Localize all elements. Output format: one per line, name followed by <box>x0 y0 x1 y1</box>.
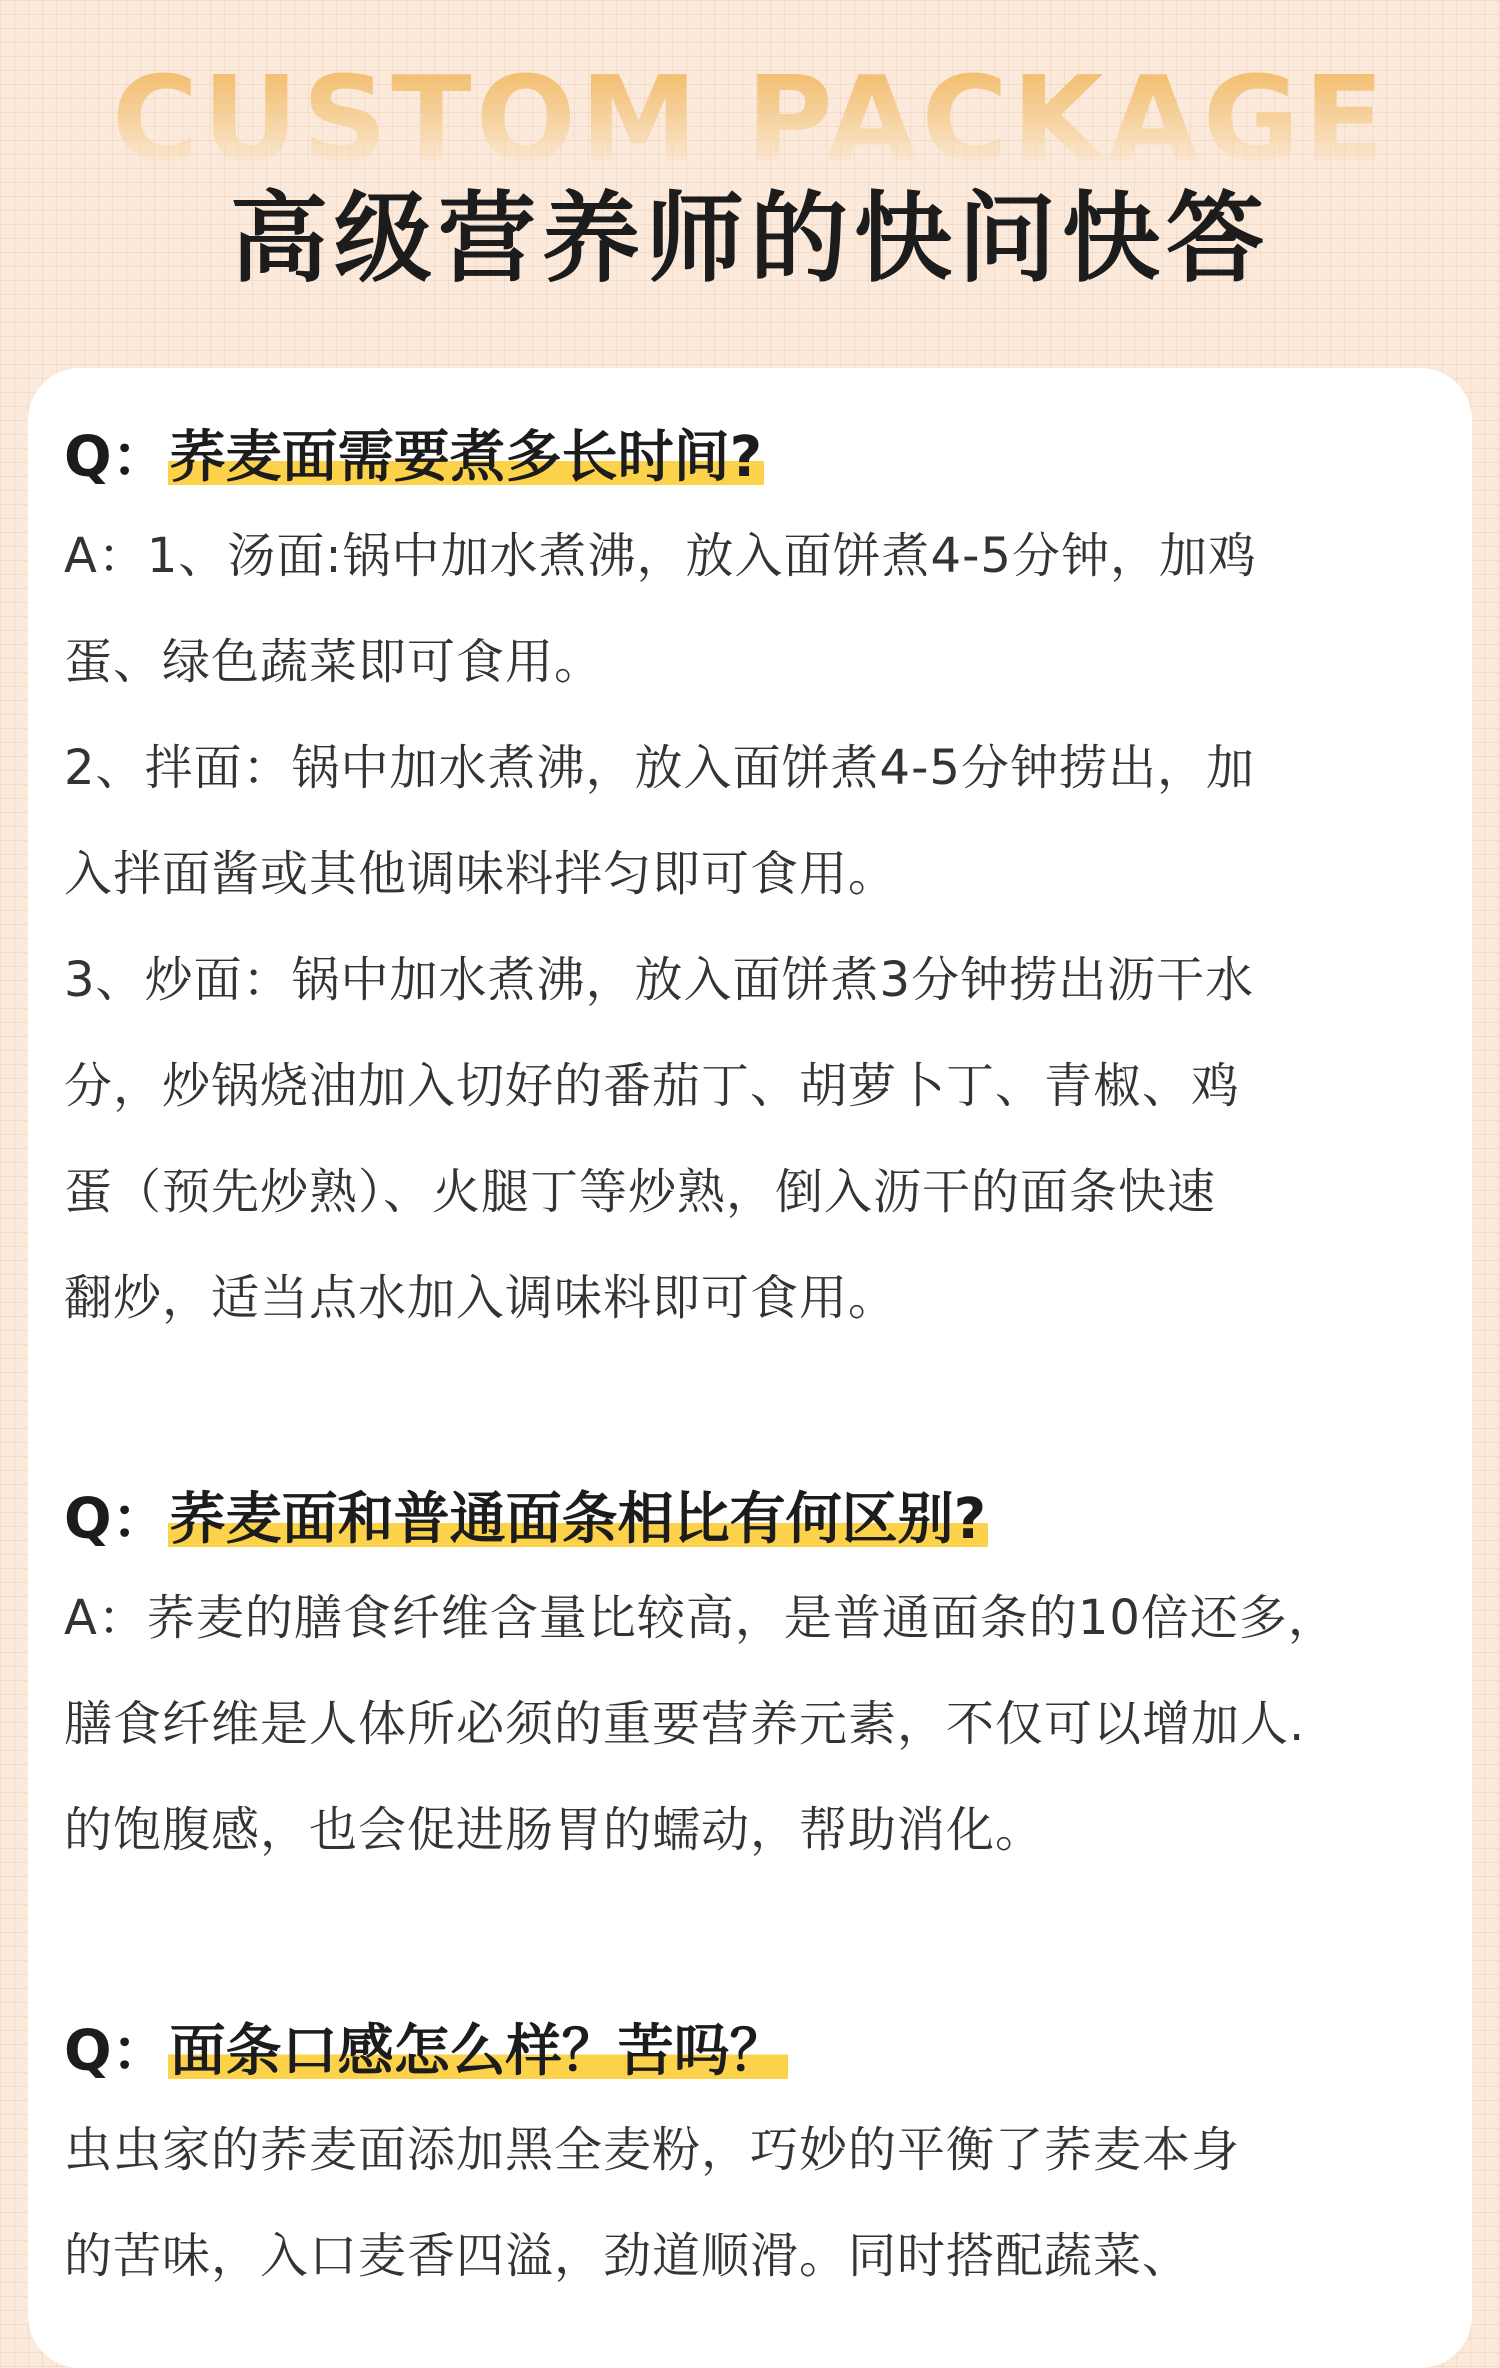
answer-line: 虫虫家的荞麦面添加黑全麦粉，巧妙的平衡了荞麦本身 <box>64 2122 1241 2179</box>
qa-item <box>64 424 1464 1351</box>
answer-line: A：1、汤面:锅中加水煮沸，放入面饼煮4-5分钟，加鸡 <box>64 528 1257 585</box>
answer-line: 2、拌面：锅中加水煮沸，放入面饼煮4-5分钟捞出，加 <box>64 740 1255 797</box>
question-text: 荞麦面需要煮多长时间? <box>169 425 763 490</box>
answer-line: 翻炒，适当点水加入调味料即可食用。 <box>64 1270 898 1327</box>
answer-line: 入拌面酱或其他调味料拌匀即可食用。 <box>64 846 898 903</box>
question-prefix: Q： <box>64 2019 168 2084</box>
answer-line: 3、炒面：锅中加水煮沸，放入面饼煮3分钟捞出沥干水 <box>64 952 1255 1009</box>
question <box>64 2018 1464 2085</box>
page-title: 高级营养师的快问快答 <box>229 182 1270 296</box>
question-text: 荞麦面和普通面条相比有何区别? <box>169 1487 987 1552</box>
qa-item <box>64 2018 1464 2309</box>
answer-line: 膳食纤维是人体所必须的重要营养元素，不仅可以增加人. <box>64 1696 1306 1753</box>
question-text: 面条口感怎么样？苦吗？ <box>169 2019 786 2084</box>
answer-line: 分，炒锅烧油加入切好的番茄丁、胡萝卜丁、青椒、鸡 <box>64 1058 1241 1115</box>
answer <box>64 2097 1464 2309</box>
qa-item <box>64 1486 1464 1883</box>
answer-line: A：荞麦的膳食纤维含量比较高，是普通面条的10倍还多， <box>64 1590 1337 1647</box>
answer-line: 蛋（预先炒熟）、火腿丁等炒熟，倒入沥干的面条快速 <box>64 1164 1217 1221</box>
header <box>0 0 1500 360</box>
qa-card <box>28 368 1472 2368</box>
background-watermark-text: CUSTOM PACKAGE <box>0 60 1500 180</box>
question-prefix: Q： <box>64 1487 168 1552</box>
answer-line: 的苦味，入口麦香四溢，劲道顺滑。同时搭配蔬菜、 <box>64 2228 1192 2285</box>
question <box>64 424 1464 491</box>
question <box>64 1486 1464 1553</box>
answer-line: 的饱腹感，也会促进肠胃的蠕动，帮助消化。 <box>64 1802 1045 1859</box>
answer <box>64 1565 1464 1883</box>
answer-line: 蛋、绿色蔬菜即可食用。 <box>64 634 604 691</box>
answer <box>64 503 1464 1351</box>
question-prefix: Q： <box>64 425 168 490</box>
